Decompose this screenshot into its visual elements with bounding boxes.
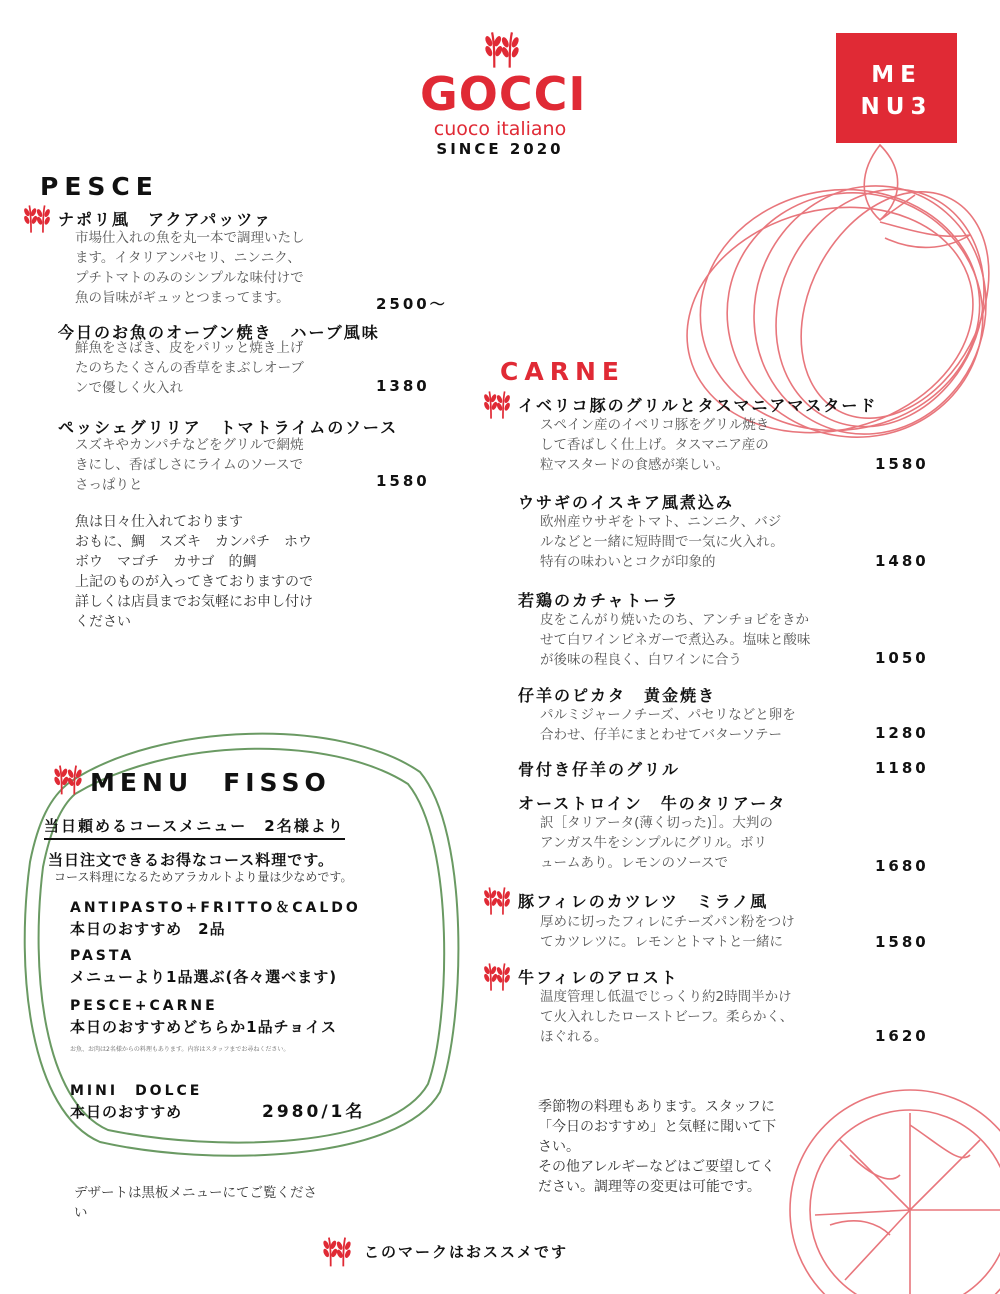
carne-item-price: 1480 <box>875 552 929 570</box>
carne-item-name: 若鶏のカチャトーラ <box>518 591 680 610</box>
course-detail: 本日のおすすめどちらか1品チョイス <box>70 1018 337 1036</box>
carne-item-name: 牛フィレのアロスト <box>518 968 679 987</box>
brand-tagline: cuoco italiano <box>433 118 567 140</box>
recommend-wheat-icon <box>482 388 512 422</box>
recommend-wheat-icon <box>482 884 512 918</box>
course-detail: メニューより1品選ぶ(各々選べます) <box>70 968 338 986</box>
dolce-name: MINI DOLCE <box>70 1083 203 1099</box>
recommend-legend: このマークはおススメです <box>364 1243 569 1261</box>
carne-item-price: 1580 <box>875 455 929 473</box>
carne-item-desc: 欧州産ウサギをトマト、ニンニク、バジ ルなどと一緒に短時間で一気に火入れ。 特有の味わいとコクが印象的 <box>540 514 784 570</box>
carne-item-name: イベリコ豚のグリルとタスマニアマスタード <box>518 396 878 415</box>
recommend-wheat-icon <box>22 202 52 236</box>
carne-item-desc: 温度管理し低温でじっくり約2時間半かけ て火入れしたローストビーフ。柔らかく、 ほぐれる。 <box>540 989 794 1045</box>
carne-item-price: 1680 <box>875 857 929 875</box>
brand-name: GOCCI <box>420 67 587 121</box>
lemon-slice-illustration-icon <box>770 1065 1000 1294</box>
pesce-item-price: 1380 <box>376 377 430 395</box>
seasonal-note: 季節物の料理もあります。スタッフに 「今日のおすすめ」と気軽に聞いて下 さい。 その他アレルギーなどはご要望してく ださい。調理等の変更は可能です。 <box>538 1099 777 1195</box>
pesce-item-price: 2500〜 <box>376 295 448 313</box>
menu-badge-line1: ME <box>871 62 922 88</box>
carne-item-desc: 訳［タリアータ(薄く切った)］。大判の アンガス牛をシンプルにグリル。ボリ ュームあり。レモンのソースで <box>540 815 773 871</box>
dolce-detail: 本日のおすすめ <box>70 1103 183 1121</box>
carne-item-desc: 厚めに切ったフィレにチーズパン粉をつけ てカツレツに。レモンとトマトと一緒に <box>540 914 795 950</box>
fish-supply-note: 魚は日々仕入れております おもに、鯛 スズキ カンパチ ホウ ボウ マゴチ カサゴ 的鯛 上記のものが入ってきておりますので 詳しくは店員までお気軽にお申し付け ください <box>75 514 313 630</box>
fisso-subtitle: 当日頼めるコースメニュー 2名様より <box>44 815 345 840</box>
pesce-item-price: 1580 <box>376 472 430 490</box>
pesce-item-name: ペッシェグリリア トマトライムのソース <box>58 418 399 437</box>
menu-badge-line2: NU3 <box>860 94 933 120</box>
carne-title: CARNE <box>500 357 625 386</box>
carne-item-price: 1620 <box>875 1027 929 1045</box>
course-name: ANTIPASTO+FRITTO＆CALDO <box>70 900 361 916</box>
pesce-title: PESCE <box>40 172 159 201</box>
carne-item-price: 1180 <box>875 759 929 777</box>
carne-item-desc: 皮をこんがり焼いたのち、アンチョビをきか せて白ワインビネガーで煮込み。塩味と酸味 が後味の程良く、白ワインに合う <box>540 612 811 668</box>
course-name: PESCE+CARNE <box>70 998 218 1014</box>
carne-item-price: 1280 <box>875 724 929 742</box>
carne-item-name: 豚フィレのカツレツ ミラノ風 <box>518 892 769 911</box>
pesce-item-desc: 鮮魚をさばき、皮をパリッと焼き上げ たのちたくさんの香草をまぶしオーブ ンで優しく火入れ <box>75 340 304 396</box>
course-name: PASTA <box>70 948 135 964</box>
carne-item-price: 1580 <box>875 933 929 951</box>
carne-item-name: ウサギのイスキア風煮込み <box>518 493 734 512</box>
carne-item-name: 骨付き仔羊のグリル <box>518 760 681 779</box>
dessert-note: デザートは黒板メニューにてご覧くださ い <box>74 1185 317 1221</box>
fisso-fine-print: お魚、お肉は2名様からの料理もあります。内容はスタッフまでお尋ねください。 <box>70 1046 290 1053</box>
recommend-wheat-icon <box>52 762 84 798</box>
fisso-course-list <box>70 898 361 1038</box>
menu-badge <box>836 33 957 143</box>
carne-item-desc: スペイン産のイベリコ豚をグリル焼き して香ばしく仕上げ。タスマニア産の 粒マスタードの食感が楽しい。 <box>540 417 770 473</box>
pesce-item-desc: スズキやカンパチなどをグリルで網焼 きにし、香ばしさにライムのソースで さっぱりと <box>75 437 304 493</box>
pesce-item-desc: 市場仕入れの魚を丸一本で調理いたし ます。イタリアンパセリ、ニンニク、 プチトマトのみのシンプルな味付けで 魚の旨味がギュッとつまってます。 <box>75 230 305 306</box>
recommend-wheat-icon <box>482 960 512 994</box>
since-text: SINCE 2020 <box>436 140 564 158</box>
pesce-item-name: 今日のお魚のオーブン焼き ハーブ風味 <box>58 323 380 342</box>
logo-wheat-icon <box>477 28 527 72</box>
carne-item-desc: パルミジャーノチーズ、パセリなどと卵を 合わせ、仔羊にまとわせてバターソテー <box>540 707 796 743</box>
carne-item-price: 1050 <box>875 649 929 667</box>
fisso-price: 2980/1名 <box>262 1102 366 1122</box>
fisso-lead-note: コース料理になるためアラカルトより量は少なめです。 <box>54 870 353 884</box>
course-detail: 本日のおすすめ 2品 <box>70 920 226 938</box>
carne-item-name: 仔羊のピカタ 黄金焼き <box>518 686 717 705</box>
carne-item-name: オーストロイン 牛のタリアータ <box>518 794 787 813</box>
pesce-item-name: ナポリ風 アクアパッツァ <box>58 210 273 229</box>
fisso-title: MENU FISSO <box>90 768 331 797</box>
recommend-wheat-icon <box>320 1234 354 1270</box>
fisso-lead: 当日注文できるお得なコース料理です。 <box>48 851 335 869</box>
